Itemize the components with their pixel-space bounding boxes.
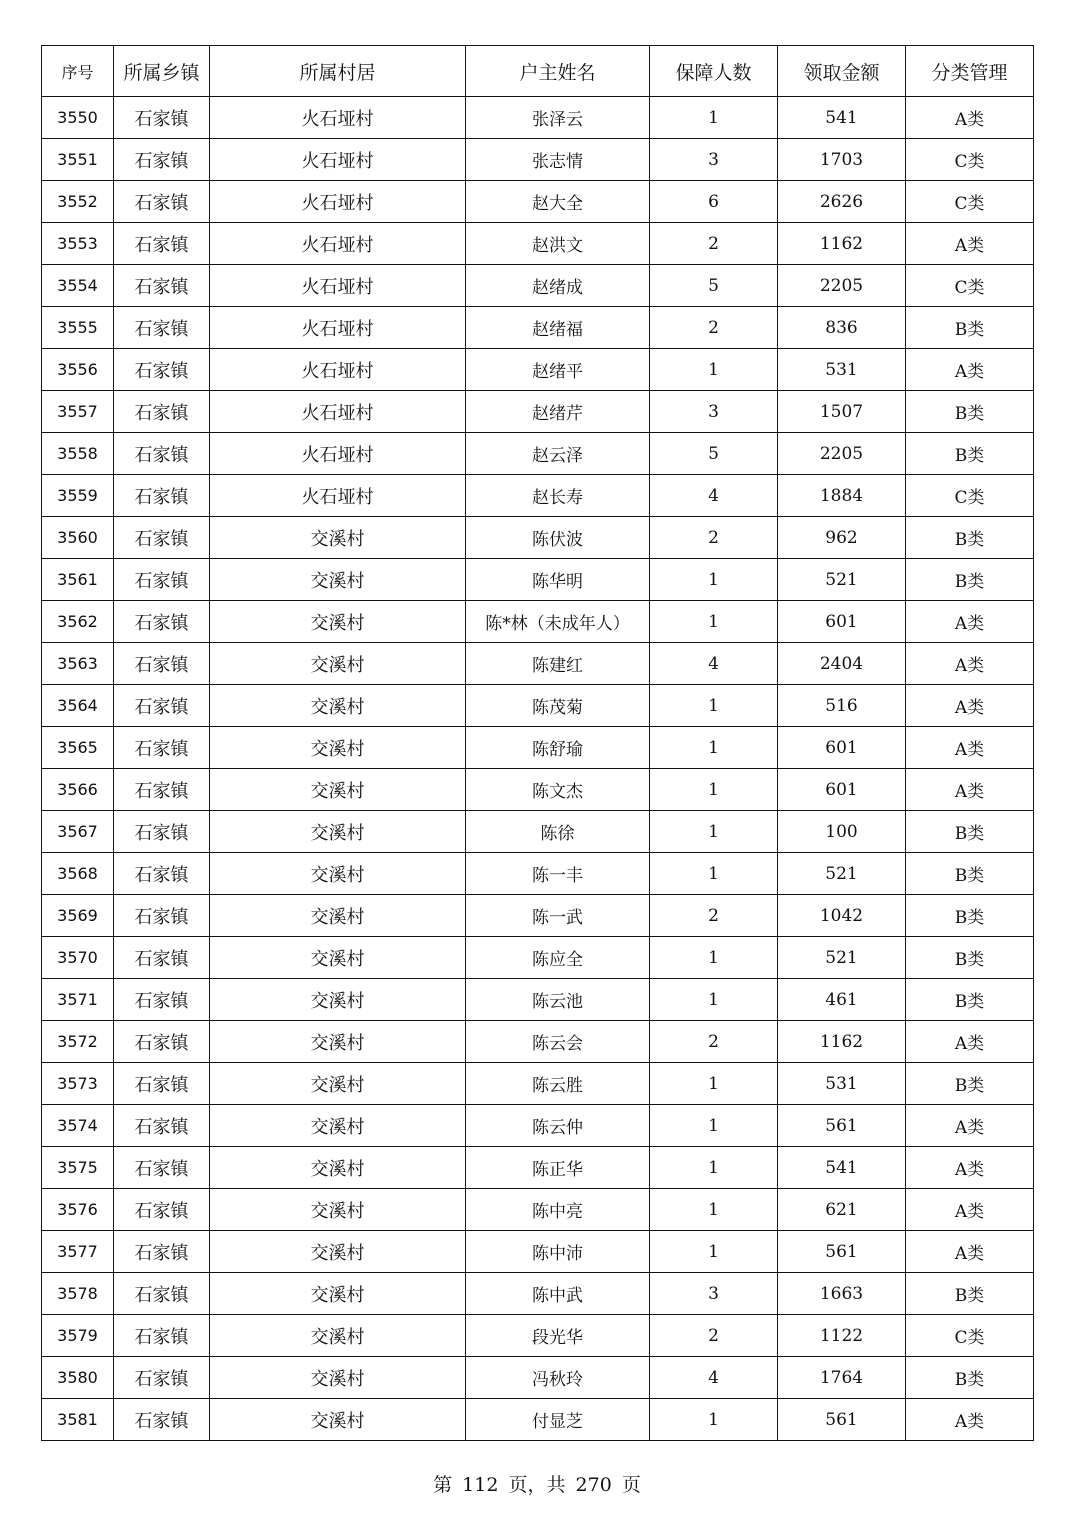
cell-covered-persons: 6 [650,181,778,223]
cell-town: 石家镇 [114,1147,210,1189]
header-category: 分类管理 [906,46,1034,97]
cell-seq: 3553 [42,223,114,265]
cell-householder: 陈伏波 [466,517,650,559]
table-row [42,601,1034,643]
cell-covered-persons: 1 [650,1399,778,1441]
cell-householder: 陈华明 [466,559,650,601]
cell-village: 交溪村 [210,1021,466,1063]
cell-village: 交溪村 [210,1273,466,1315]
cell-amount: 1162 [778,223,906,265]
cell-covered-persons: 2 [650,1021,778,1063]
cell-amount: 521 [778,559,906,601]
table-row [42,853,1034,895]
cell-amount: 601 [778,769,906,811]
cell-town: 石家镇 [114,139,210,181]
cell-category: A类 [906,1189,1034,1231]
cell-seq: 3555 [42,307,114,349]
cell-householder: 陈一丰 [466,853,650,895]
cell-covered-persons: 2 [650,517,778,559]
table-row [42,979,1034,1021]
cell-seq: 3579 [42,1315,114,1357]
cell-seq: 3575 [42,1147,114,1189]
cell-householder: 陈中亮 [466,1189,650,1231]
cell-amount: 541 [778,97,906,139]
cell-amount: 1507 [778,391,906,433]
cell-householder: 付显芝 [466,1399,650,1441]
cell-householder: 陈正华 [466,1147,650,1189]
cell-householder: 张志情 [466,139,650,181]
cell-covered-persons: 1 [650,97,778,139]
cell-amount: 521 [778,853,906,895]
cell-category: B类 [906,559,1034,601]
cell-amount: 1122 [778,1315,906,1357]
table-row [42,769,1034,811]
cell-amount: 1663 [778,1273,906,1315]
cell-category: B类 [906,979,1034,1021]
table-body [42,97,1034,1441]
cell-covered-persons: 3 [650,1273,778,1315]
table-row [42,517,1034,559]
cell-village: 交溪村 [210,601,466,643]
cell-village: 交溪村 [210,811,466,853]
table-row [42,391,1034,433]
cell-village: 交溪村 [210,1105,466,1147]
cell-town: 石家镇 [114,811,210,853]
cell-category: A类 [906,223,1034,265]
cell-covered-persons: 1 [650,979,778,1021]
cell-town: 石家镇 [114,1315,210,1357]
cell-seq: 3569 [42,895,114,937]
page-footer: 第 112 页，共 270 页 [433,1474,641,1496]
table-row [42,937,1034,979]
cell-amount: 516 [778,685,906,727]
cell-village: 交溪村 [210,685,466,727]
table-row [42,1273,1034,1315]
cell-amount: 100 [778,811,906,853]
cell-category: B类 [906,1063,1034,1105]
table-row [42,1147,1034,1189]
cell-covered-persons: 1 [650,937,778,979]
cell-amount: 836 [778,307,906,349]
cell-seq: 3562 [42,601,114,643]
cell-amount: 601 [778,727,906,769]
table-row [42,97,1034,139]
cell-covered-persons: 1 [650,1147,778,1189]
cell-seq: 3572 [42,1021,114,1063]
cell-category: A类 [906,1021,1034,1063]
cell-town: 石家镇 [114,1063,210,1105]
cell-amount: 2404 [778,643,906,685]
table-row [42,811,1034,853]
cell-covered-persons: 3 [650,139,778,181]
table-row [42,433,1034,475]
cell-covered-persons: 2 [650,895,778,937]
cell-seq: 3571 [42,979,114,1021]
cell-seq: 3554 [42,265,114,307]
table-row [42,1357,1034,1399]
cell-amount: 521 [778,937,906,979]
cell-householder: 陈舒瑜 [466,727,650,769]
cell-seq: 3551 [42,139,114,181]
cell-amount: 561 [778,1105,906,1147]
cell-covered-persons: 1 [650,1231,778,1273]
cell-amount: 1703 [778,139,906,181]
table-row [42,307,1034,349]
cell-amount: 2205 [778,433,906,475]
cell-covered-persons: 5 [650,265,778,307]
cell-seq: 3570 [42,937,114,979]
cell-town: 石家镇 [114,1357,210,1399]
table-row [42,727,1034,769]
cell-amount: 601 [778,601,906,643]
cell-seq: 3578 [42,1273,114,1315]
cell-householder: 赵大全 [466,181,650,223]
cell-category: A类 [906,769,1034,811]
cell-amount: 2626 [778,181,906,223]
cell-village: 火石垭村 [210,97,466,139]
table-row [42,895,1034,937]
header-seq: 序号 [42,46,114,97]
cell-householder: 陈云池 [466,979,650,1021]
cell-covered-persons: 1 [650,559,778,601]
cell-amount: 2205 [778,265,906,307]
cell-village: 交溪村 [210,727,466,769]
cell-seq: 3567 [42,811,114,853]
cell-householder: 赵绪平 [466,349,650,391]
cell-covered-persons: 4 [650,475,778,517]
cell-village: 交溪村 [210,853,466,895]
cell-householder: 赵绪福 [466,307,650,349]
cell-category: C类 [906,181,1034,223]
cell-town: 石家镇 [114,475,210,517]
cell-seq: 3552 [42,181,114,223]
cell-category: B类 [906,937,1034,979]
table-row [42,685,1034,727]
table-row [42,349,1034,391]
cell-householder: 陈建红 [466,643,650,685]
cell-householder: 赵云泽 [466,433,650,475]
cell-category: C类 [906,475,1034,517]
cell-householder: 陈徐 [466,811,650,853]
cell-town: 石家镇 [114,643,210,685]
cell-village: 火石垭村 [210,475,466,517]
cell-seq: 3574 [42,1105,114,1147]
cell-category: B类 [906,433,1034,475]
cell-covered-persons: 1 [650,727,778,769]
cell-village: 交溪村 [210,1147,466,1189]
cell-seq: 3581 [42,1399,114,1441]
cell-householder: 张泽云 [466,97,650,139]
cell-village: 火石垭村 [210,181,466,223]
cell-village: 交溪村 [210,1357,466,1399]
cell-category: B类 [906,1273,1034,1315]
cell-category: A类 [906,727,1034,769]
cell-amount: 531 [778,1063,906,1105]
cell-covered-persons: 1 [650,685,778,727]
cell-town: 石家镇 [114,1273,210,1315]
cell-seq: 3563 [42,643,114,685]
cell-seq: 3557 [42,391,114,433]
cell-covered-persons: 4 [650,1357,778,1399]
cell-category: A类 [906,349,1034,391]
cell-category: B类 [906,517,1034,559]
header-village: 所属村居 [210,46,466,97]
table-row [42,1231,1034,1273]
cell-town: 石家镇 [114,97,210,139]
cell-town: 石家镇 [114,601,210,643]
cell-town: 石家镇 [114,937,210,979]
cell-category: C类 [906,265,1034,307]
table-row [42,1189,1034,1231]
cell-covered-persons: 1 [650,1105,778,1147]
cell-covered-persons: 5 [650,433,778,475]
cell-town: 石家镇 [114,727,210,769]
cell-seq: 3559 [42,475,114,517]
cell-covered-persons: 3 [650,391,778,433]
cell-category: B类 [906,853,1034,895]
table-row [42,475,1034,517]
cell-covered-persons: 1 [650,811,778,853]
cell-seq: 3577 [42,1231,114,1273]
header-amount: 领取金额 [778,46,906,97]
cell-village: 交溪村 [210,1189,466,1231]
cell-town: 石家镇 [114,349,210,391]
cell-seq: 3560 [42,517,114,559]
table-row [42,223,1034,265]
cell-town: 石家镇 [114,685,210,727]
cell-householder: 陈云会 [466,1021,650,1063]
cell-seq: 3558 [42,433,114,475]
cell-town: 石家镇 [114,1231,210,1273]
header-covered-persons: 保障人数 [650,46,778,97]
cell-category: A类 [906,1105,1034,1147]
cell-category: A类 [906,1399,1034,1441]
cell-village: 交溪村 [210,517,466,559]
relief-roster-table [41,45,1034,1441]
cell-householder: 赵长寿 [466,475,650,517]
cell-amount: 461 [778,979,906,1021]
cell-town: 石家镇 [114,433,210,475]
cell-category: A类 [906,601,1034,643]
cell-village: 交溪村 [210,1315,466,1357]
cell-amount: 621 [778,1189,906,1231]
table-row [42,139,1034,181]
cell-town: 石家镇 [114,223,210,265]
table-row [42,559,1034,601]
cell-householder: 陈一武 [466,895,650,937]
cell-householder: 陈中沛 [466,1231,650,1273]
cell-village: 火石垭村 [210,139,466,181]
cell-covered-persons: 1 [650,601,778,643]
cell-village: 交溪村 [210,1063,466,1105]
cell-category: B类 [906,811,1034,853]
cell-village: 火石垭村 [210,223,466,265]
table-row [42,1063,1034,1105]
cell-householder: 陈应全 [466,937,650,979]
cell-category: C类 [906,139,1034,181]
cell-amount: 962 [778,517,906,559]
cell-covered-persons: 1 [650,1189,778,1231]
cell-covered-persons: 1 [650,769,778,811]
cell-category: A类 [906,1147,1034,1189]
cell-covered-persons: 1 [650,853,778,895]
cell-householder: 段光华 [466,1315,650,1357]
cell-amount: 1162 [778,1021,906,1063]
cell-category: A类 [906,97,1034,139]
cell-amount: 1884 [778,475,906,517]
cell-category: C类 [906,1315,1034,1357]
cell-amount: 561 [778,1231,906,1273]
cell-householder: 陈云胜 [466,1063,650,1105]
cell-village: 交溪村 [210,1399,466,1441]
cell-householder: 冯秋玲 [466,1357,650,1399]
cell-village: 火石垭村 [210,433,466,475]
cell-village: 火石垭村 [210,265,466,307]
cell-amount: 561 [778,1399,906,1441]
cell-town: 石家镇 [114,517,210,559]
cell-amount: 541 [778,1147,906,1189]
cell-covered-persons: 2 [650,223,778,265]
cell-covered-persons: 1 [650,349,778,391]
header-town: 所属乡镇 [114,46,210,97]
cell-village: 交溪村 [210,643,466,685]
cell-householder: 陈*林（未成年人） [466,601,650,643]
cell-town: 石家镇 [114,769,210,811]
table-row [42,1399,1034,1441]
cell-village: 火石垭村 [210,307,466,349]
cell-town: 石家镇 [114,1105,210,1147]
cell-householder: 陈茂菊 [466,685,650,727]
cell-seq: 3568 [42,853,114,895]
cell-covered-persons: 1 [650,1063,778,1105]
cell-town: 石家镇 [114,979,210,1021]
cell-village: 火石垭村 [210,349,466,391]
header-householder: 户主姓名 [466,46,650,97]
cell-householder: 陈中武 [466,1273,650,1315]
table-row [42,265,1034,307]
cell-seq: 3556 [42,349,114,391]
cell-category: B类 [906,307,1034,349]
cell-town: 石家镇 [114,853,210,895]
table-row [42,181,1034,223]
cell-village: 交溪村 [210,769,466,811]
cell-category: A类 [906,1231,1034,1273]
cell-town: 石家镇 [114,265,210,307]
cell-category: B类 [906,895,1034,937]
cell-village: 火石垭村 [210,391,466,433]
cell-seq: 3565 [42,727,114,769]
cell-town: 石家镇 [114,895,210,937]
cell-seq: 3573 [42,1063,114,1105]
cell-town: 石家镇 [114,1021,210,1063]
table-row [42,643,1034,685]
cell-amount: 1042 [778,895,906,937]
cell-amount: 1764 [778,1357,906,1399]
cell-village: 交溪村 [210,895,466,937]
cell-category: B类 [906,1357,1034,1399]
cell-town: 石家镇 [114,1399,210,1441]
table-row [42,1315,1034,1357]
cell-category: A类 [906,643,1034,685]
cell-village: 交溪村 [210,937,466,979]
table-header-row [42,46,1034,97]
cell-town: 石家镇 [114,559,210,601]
cell-village: 交溪村 [210,979,466,1021]
cell-seq: 3566 [42,769,114,811]
cell-seq: 3576 [42,1189,114,1231]
cell-amount: 531 [778,349,906,391]
cell-town: 石家镇 [114,391,210,433]
cell-town: 石家镇 [114,181,210,223]
table-row [42,1021,1034,1063]
cell-town: 石家镇 [114,307,210,349]
table-row [42,1105,1034,1147]
cell-householder: 陈文杰 [466,769,650,811]
cell-householder: 赵绪成 [466,265,650,307]
cell-seq: 3564 [42,685,114,727]
cell-covered-persons: 2 [650,1315,778,1357]
cell-seq: 3561 [42,559,114,601]
cell-category: B类 [906,391,1034,433]
cell-householder: 陈云仲 [466,1105,650,1147]
cell-town: 石家镇 [114,1189,210,1231]
cell-seq: 3580 [42,1357,114,1399]
cell-village: 交溪村 [210,559,466,601]
cell-village: 交溪村 [210,1231,466,1273]
cell-householder: 赵洪文 [466,223,650,265]
cell-seq: 3550 [42,97,114,139]
cell-covered-persons: 4 [650,643,778,685]
cell-covered-persons: 2 [650,307,778,349]
cell-category: A类 [906,685,1034,727]
cell-householder: 赵绪芹 [466,391,650,433]
